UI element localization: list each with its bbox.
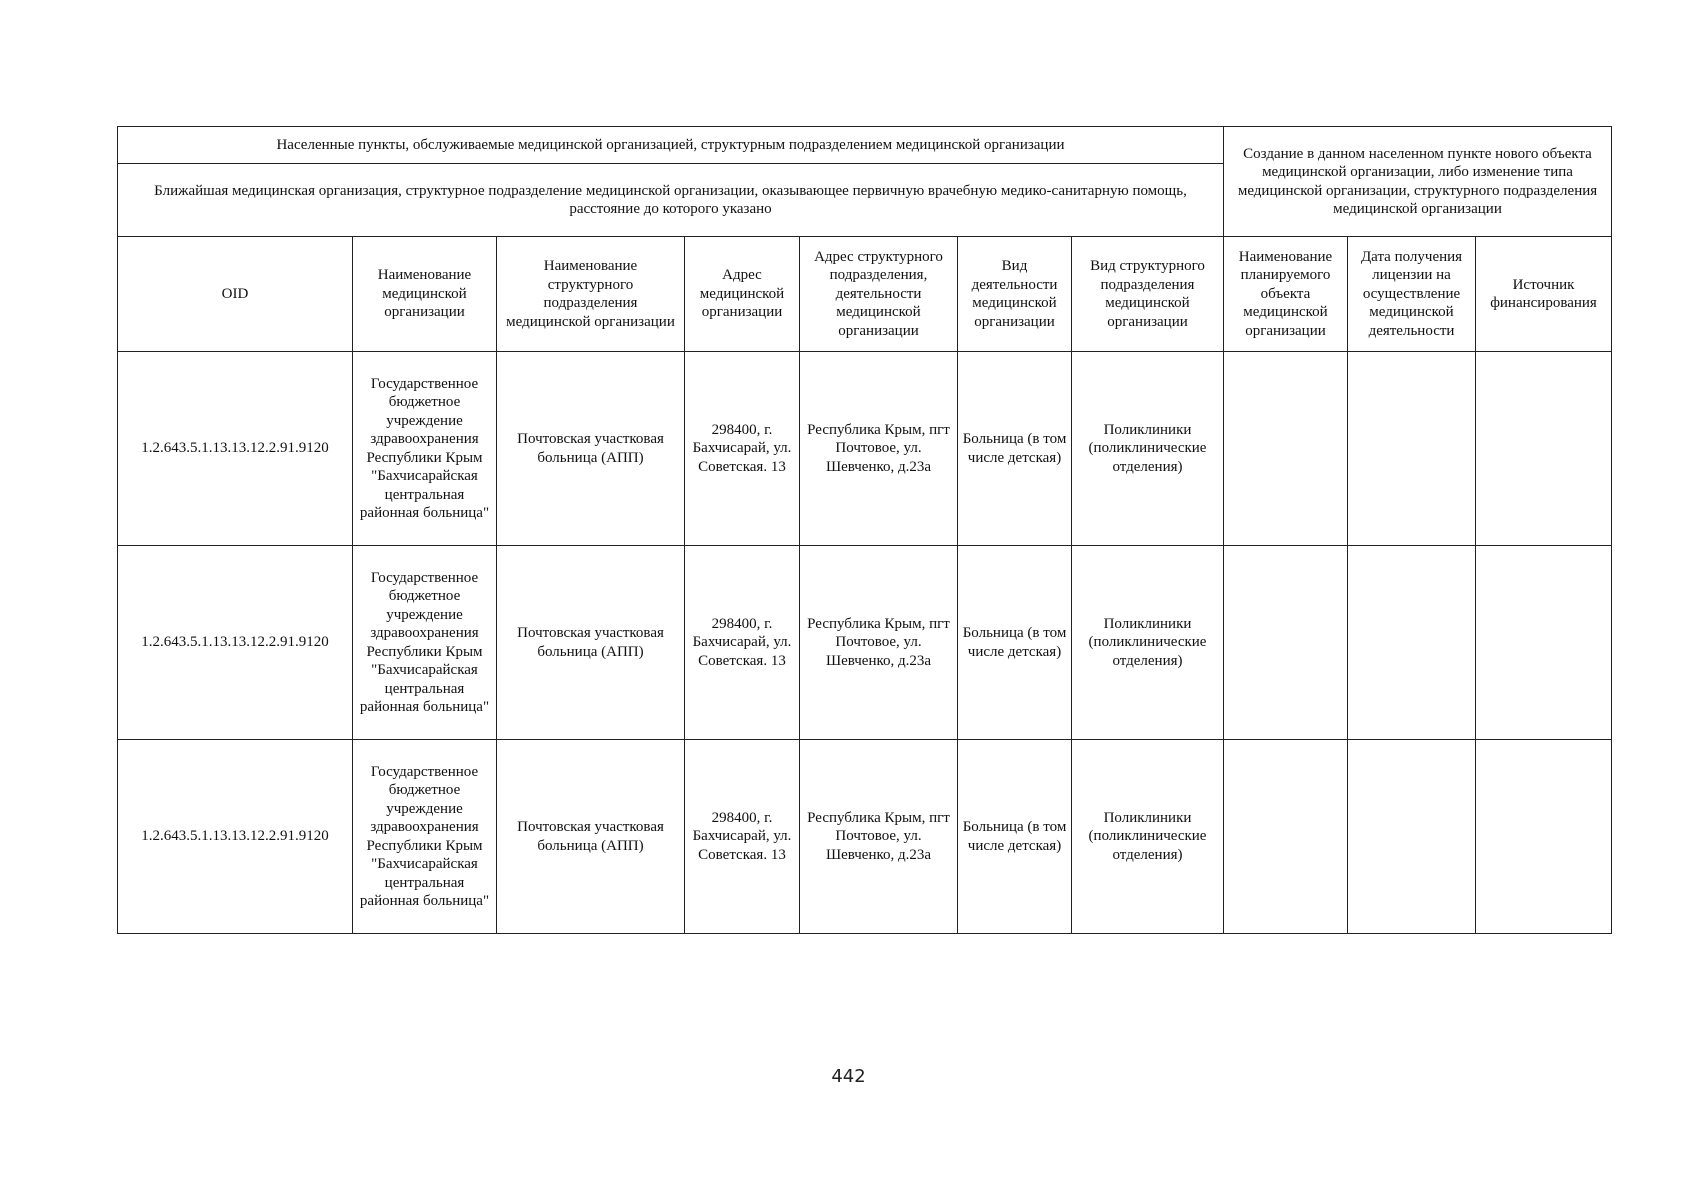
col-header-activity: Вид деятельности медицинской организации (958, 237, 1072, 352)
cell-unit-address: Республика Крым, пгт Почтовое, ул. Шевченко, д.23а (800, 352, 958, 546)
table-row (118, 352, 1612, 546)
cell-activity: Больница (в том числе детская) (958, 352, 1072, 546)
table-row (118, 546, 1612, 740)
cell-unit-type: Поликлиники (поликлинические отделения) (1072, 740, 1224, 934)
col-header-funding: Источник финансирования (1476, 237, 1612, 352)
cell-unit-name: Почтовская участковая больница (АПП) (497, 546, 685, 740)
cell-license-date (1348, 352, 1476, 546)
table-row (118, 740, 1612, 934)
cell-funding (1476, 546, 1612, 740)
cell-org-name: Государственное бюджетное учреждение здравоохранения Республики Крым "Бахчисарайская центральная районная больница" (353, 352, 497, 546)
col-header-oid: OID (118, 237, 353, 352)
col-header-unit-address: Адрес структурного подразделения, деятельности медицинской организации (800, 237, 958, 352)
cell-org-name: Государственное бюджетное учреждение здравоохранения Республики Крым "Бахчисарайская центральная районная больница" (353, 740, 497, 934)
cell-unit-type: Поликлиники (поликлинические отделения) (1072, 352, 1224, 546)
col-header-org-name: Наименование медицинской организации (353, 237, 497, 352)
page-number: 442 (831, 1066, 866, 1087)
cell-oid: 1.2.643.5.1.13.13.12.2.91.9120 (118, 352, 353, 546)
col-header-license-date: Дата получения лицензии на осуществление медицинской деятельности (1348, 237, 1476, 352)
cell-funding (1476, 740, 1612, 934)
cell-funding (1476, 352, 1612, 546)
cell-oid: 1.2.643.5.1.13.13.12.2.91.9120 (118, 546, 353, 740)
col-header-unit-name: Наименование структурного подразделения медицинской организации (497, 237, 685, 352)
column-header-row (118, 237, 1612, 352)
cell-license-date (1348, 740, 1476, 934)
cell-org-address: 298400, г. Бахчисарай, ул. Советская. 13 (685, 740, 800, 934)
header-row-1 (118, 127, 1612, 164)
header-new-object: Создание в данном населенном пункте нового объекта медицинской организации, либо изменение типа медицинской организации, структурного подразделения медицинской организации (1224, 127, 1612, 237)
header-nearest-organization: Ближайшая медицинская организация, структурное подразделение медицинской организации, оказывающее первичную врачебную медико-санитарную помощь, расстояние до которого указано (118, 164, 1224, 237)
cell-unit-address: Республика Крым, пгт Почтовое, ул. Шевченко, д.23а (800, 546, 958, 740)
cell-unit-type: Поликлиники (поликлинические отделения) (1072, 546, 1224, 740)
cell-planned-object (1224, 352, 1348, 546)
cell-license-date (1348, 546, 1476, 740)
cell-org-address: 298400, г. Бахчисарай, ул. Советская. 13 (685, 546, 800, 740)
cell-activity: Больница (в том числе детская) (958, 546, 1072, 740)
cell-unit-name: Почтовская участковая больница (АПП) (497, 352, 685, 546)
cell-unit-address: Республика Крым, пгт Почтовое, ул. Шевченко, д.23а (800, 740, 958, 934)
cell-planned-object (1224, 546, 1348, 740)
header-settlements: Населенные пункты, обслуживаемые медицинской организацией, структурным подразделением медицинской организации (118, 127, 1224, 164)
cell-activity: Больница (в том числе детская) (958, 740, 1072, 934)
col-header-unit-type: Вид структурного подразделения медицинской организации (1072, 237, 1224, 352)
cell-org-address: 298400, г. Бахчисарай, ул. Советская. 13 (685, 352, 800, 546)
medical-organizations-table (117, 126, 1612, 934)
cell-unit-name: Почтовская участковая больница (АПП) (497, 740, 685, 934)
col-header-planned-object: Наименование планируемого объекта медицинской организации (1224, 237, 1348, 352)
cell-oid: 1.2.643.5.1.13.13.12.2.91.9120 (118, 740, 353, 934)
cell-planned-object (1224, 740, 1348, 934)
col-header-org-address: Адрес медицинской организации (685, 237, 800, 352)
cell-org-name: Государственное бюджетное учреждение здравоохранения Республики Крым "Бахчисарайская центральная районная больница" (353, 546, 497, 740)
